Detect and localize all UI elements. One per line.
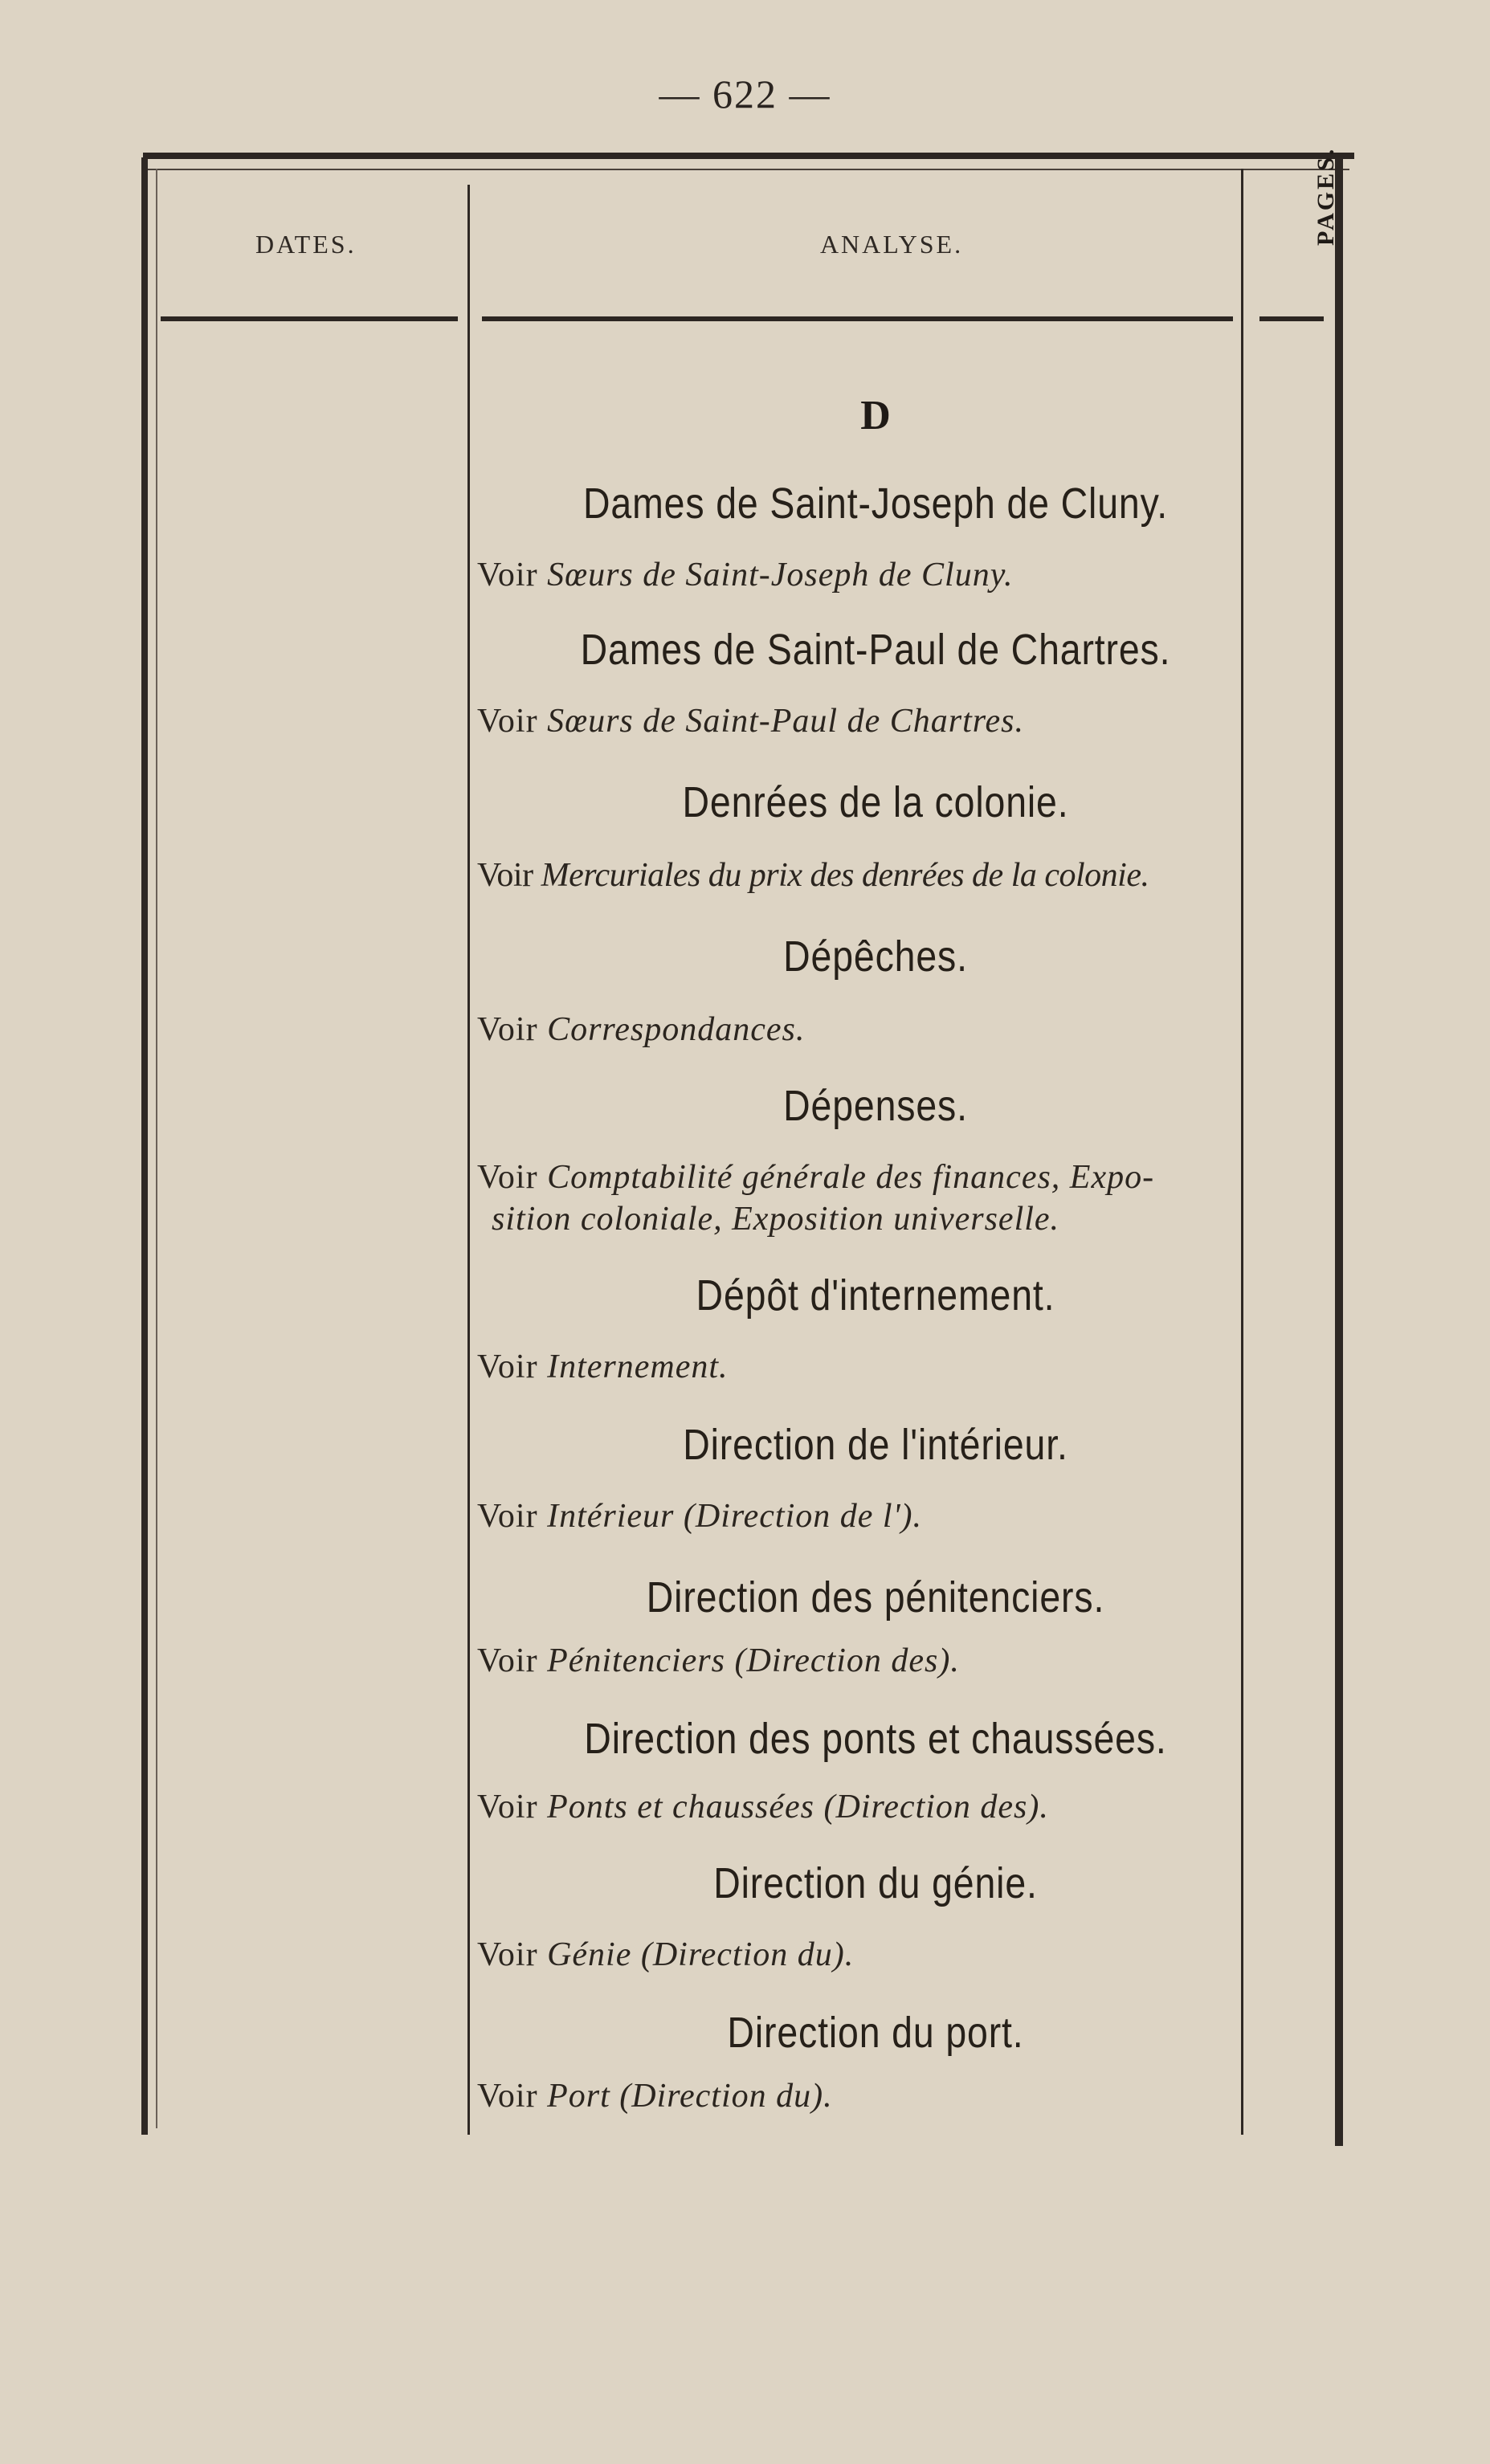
reference-target: Mercuriales du prix des denrées de la colonie. <box>541 857 1149 894</box>
header-analyse: ANALYSE. <box>819 230 964 259</box>
entry-title: Direction du port. <box>727 2009 1024 2057</box>
reference-target: Internement. <box>547 1348 729 1385</box>
entry-title: Dames de Saint-Joseph de Cluny. <box>583 479 1168 528</box>
voir-label: Voir <box>477 1159 538 1196</box>
entry-reference <box>477 1346 1288 1388</box>
reference-target: Ponts et chaussées (Direction des). <box>547 1789 1049 1826</box>
table-left-border <box>141 157 148 2135</box>
reference-target: Intérieur (Direction de l'). <box>547 1498 923 1535</box>
voir-label: Voir <box>477 2078 538 2115</box>
pages-right-border <box>1335 157 1343 2146</box>
voir-label: Voir <box>477 1011 538 1048</box>
voir-label: Voir <box>477 1642 538 1679</box>
analyse-header-separator <box>482 316 1233 321</box>
voir-label: Voir <box>477 1348 538 1385</box>
voir-label: Voir <box>477 857 533 894</box>
entry-title: Denrées de la colonie. <box>682 778 1069 826</box>
entry-reference <box>477 1934 1288 1976</box>
entry-reference <box>477 1157 1288 1240</box>
entry-reference <box>477 855 1288 896</box>
pages-header-separator <box>1259 316 1324 321</box>
dates-header-separator <box>161 316 458 321</box>
entry-title: Direction des ponts et chaussées. <box>584 1715 1167 1763</box>
reference-target: Comptabilité générale des finances, Expo- <box>547 1159 1155 1196</box>
entry-reference <box>477 1640 1288 1682</box>
reference-target: Pénitenciers (Direction des). <box>547 1642 960 1679</box>
voir-label: Voir <box>477 1789 538 1826</box>
reference-target: Sœurs de Saint-Paul de Chartres. <box>547 703 1025 740</box>
table-left-border-inner <box>156 169 157 2128</box>
entry-title: Dépêches. <box>783 932 968 981</box>
analyse-column-divider <box>1241 169 1243 2135</box>
entry-reference <box>477 554 1288 596</box>
reference-target-continued: sition coloniale, Exposition universelle. <box>492 1201 1060 1238</box>
entry-title: Direction du génie. <box>713 1859 1038 1907</box>
reference-target: Sœurs de Saint-Joseph de Cluny. <box>547 557 1014 594</box>
voir-label: Voir <box>477 703 538 740</box>
entry-reference <box>477 700 1288 742</box>
header-dates: DATES. <box>255 230 357 259</box>
header-pages: PAGES. <box>1312 146 1339 246</box>
entry-title: Dépôt d'internement. <box>696 1271 1055 1320</box>
reference-target: Correspondances. <box>547 1011 806 1048</box>
page-number: — 622 — <box>659 71 831 116</box>
voir-label: Voir <box>477 1936 538 1973</box>
table-top-thin-rule <box>145 169 1349 170</box>
reference-target: Génie (Direction du). <box>547 1936 855 1973</box>
voir-label: Voir <box>477 557 538 594</box>
entry-reference <box>477 2075 1288 2117</box>
entry-reference <box>477 1009 1288 1050</box>
entry-title: Direction des pénitenciers. <box>646 1573 1105 1622</box>
dates-column-divider <box>467 185 470 2135</box>
section-letter: D <box>860 393 891 439</box>
entry-reference <box>477 1786 1288 1828</box>
entry-title: Dépenses. <box>783 1082 968 1130</box>
voir-label: Voir <box>477 1498 538 1535</box>
reference-target: Port (Direction du). <box>547 2078 833 2115</box>
entry-title: Direction de l'intérieur. <box>683 1421 1068 1469</box>
table-top-rule <box>143 153 1354 159</box>
entry-title: Dames de Saint-Paul de Chartres. <box>580 626 1171 674</box>
entry-reference <box>477 1495 1288 1537</box>
